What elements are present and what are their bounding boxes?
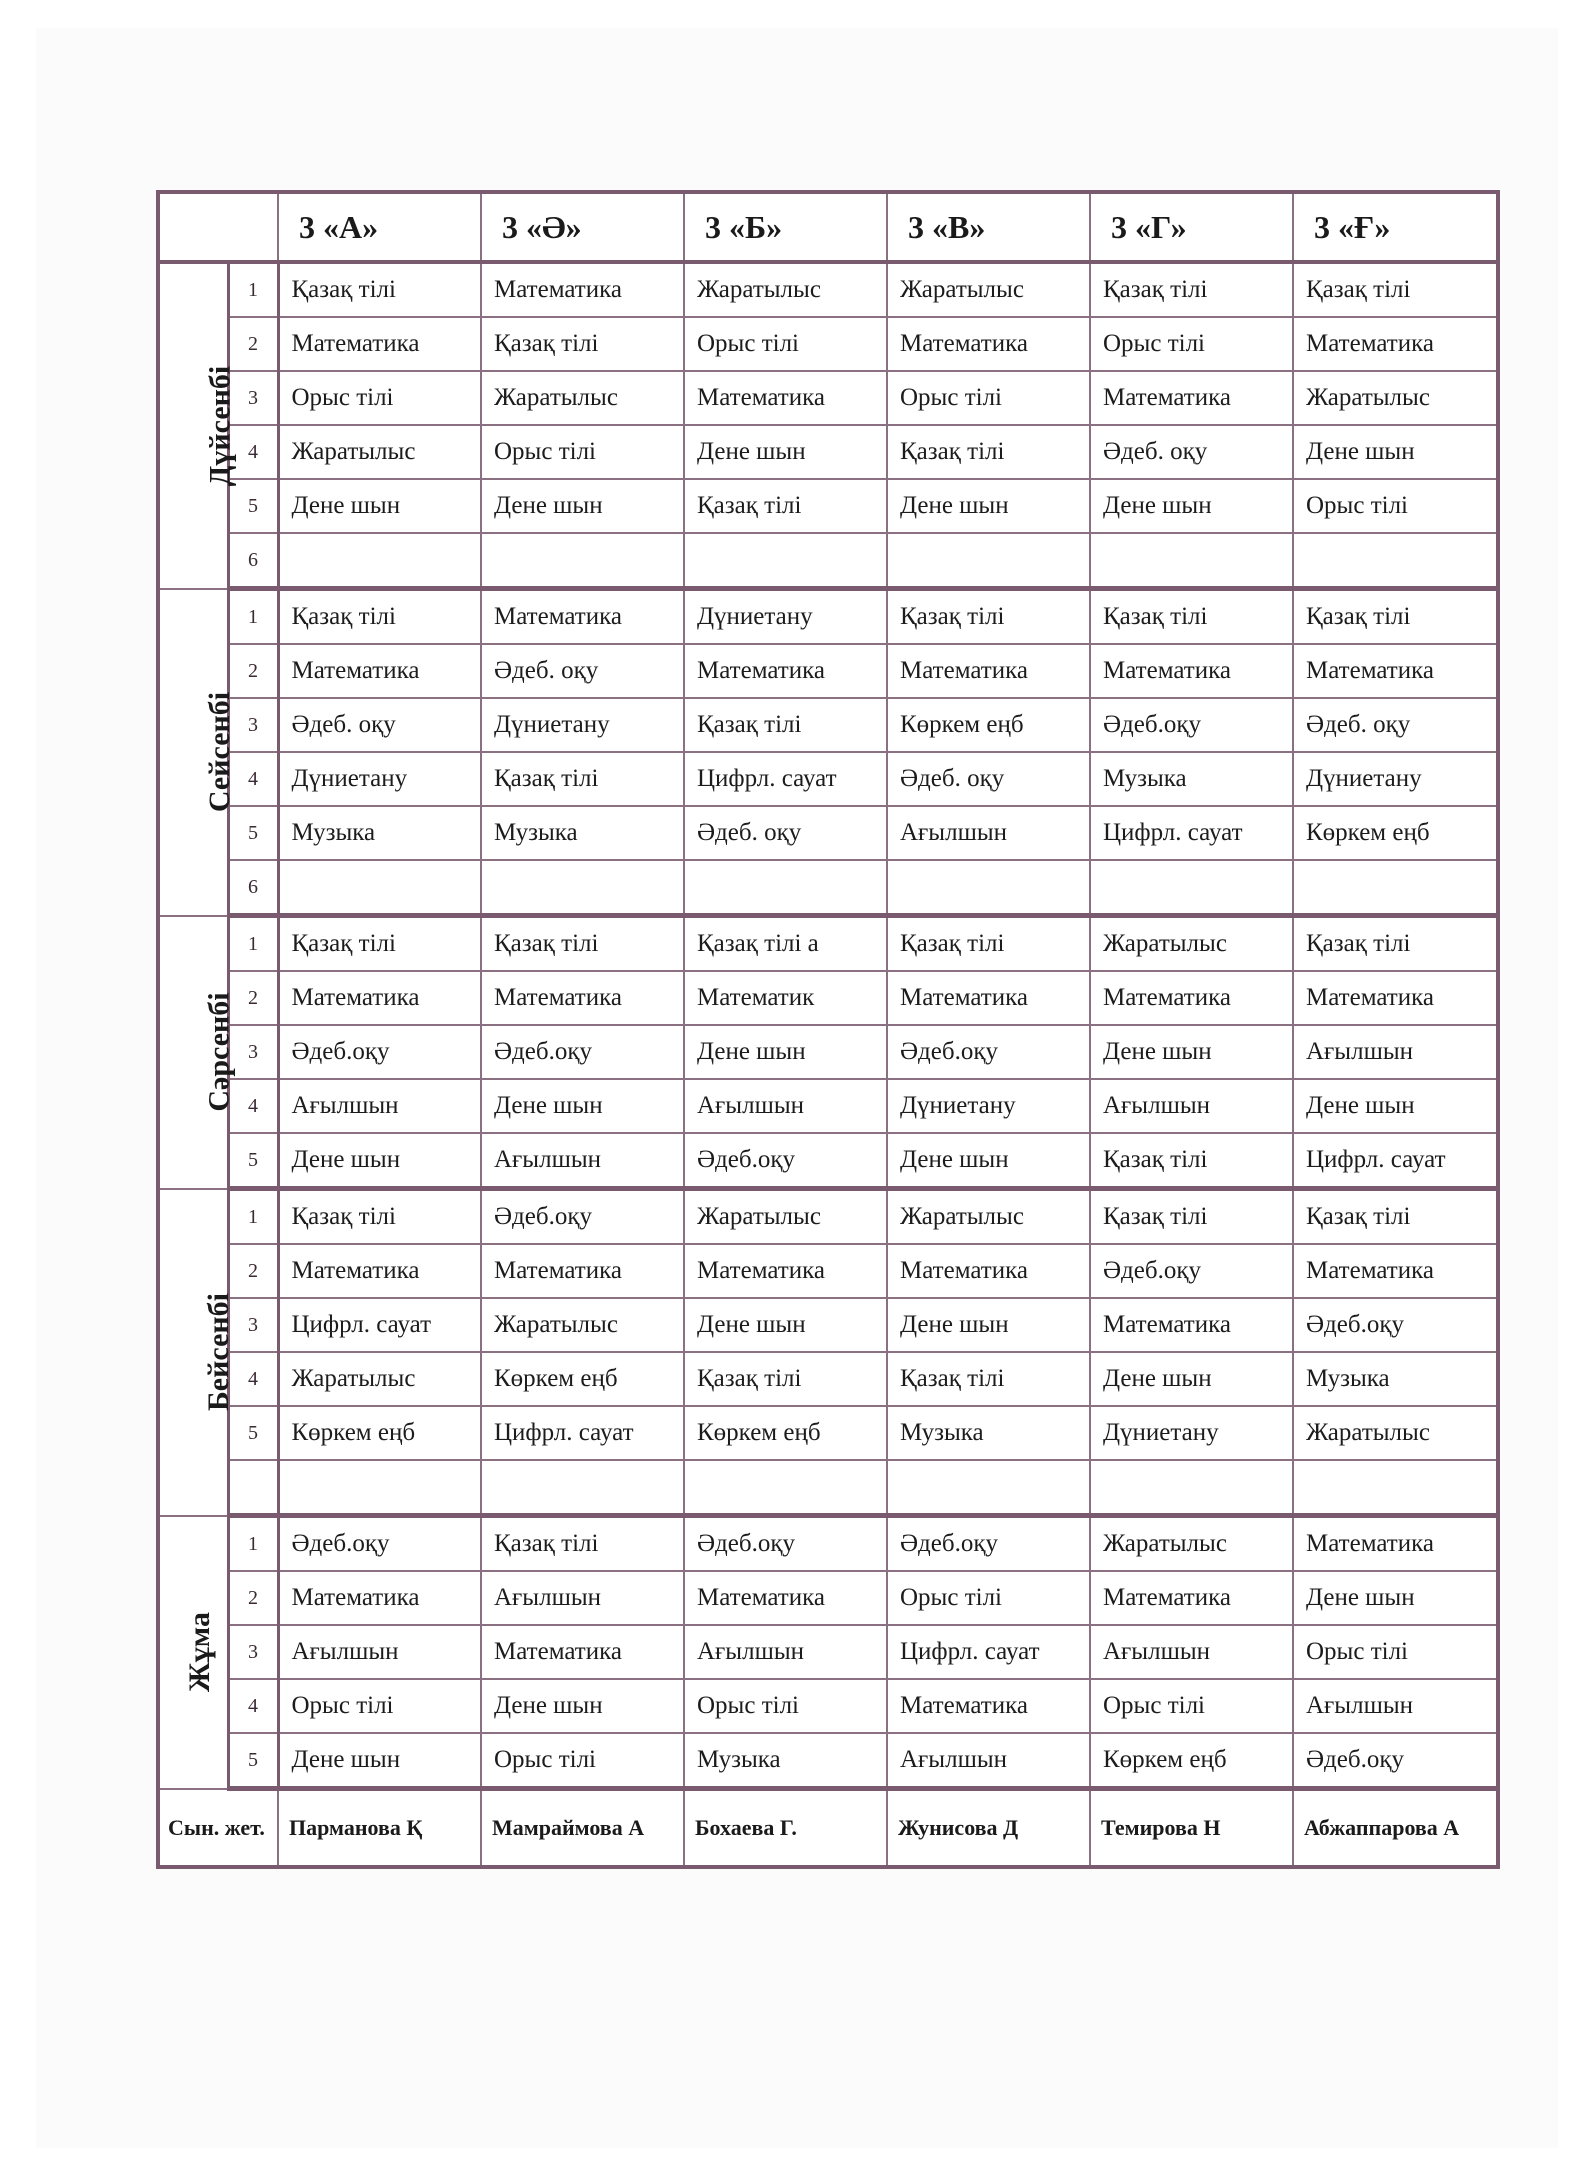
subject-cell: Дене шын [1090, 479, 1293, 533]
subject-cell: Жаратылыс [684, 262, 887, 317]
subject-cell [684, 533, 887, 589]
lesson-number: 6 [228, 860, 278, 916]
subject-cell: Әдеб.оқу [481, 1025, 684, 1079]
subject-cell: Математика [278, 1571, 481, 1625]
lesson-number: 4 [228, 1352, 278, 1406]
teacher-name: Жунисова Д [887, 1789, 1090, 1868]
subject-cell: Ағылшын [278, 1079, 481, 1133]
teacher-name: Парманова Қ [278, 1789, 481, 1868]
subject-cell: Ағылшын [887, 806, 1090, 860]
subject-cell: Қазақ тілі [887, 589, 1090, 645]
class-header: 3 «Г» [1090, 192, 1293, 262]
subject-cell: Әдеб.оқу [684, 1133, 887, 1189]
lesson-row [158, 1625, 1498, 1679]
day-label-cell [158, 1516, 228, 1789]
lesson-row [158, 479, 1498, 533]
lesson-number: 3 [228, 371, 278, 425]
subject-cell: Орыс тілі [1293, 479, 1498, 533]
subject-cell: Қазақ тілі [887, 425, 1090, 479]
schedule-table [156, 190, 1500, 1869]
lesson-number: 3 [228, 1025, 278, 1079]
subject-cell: Ағылшын [1090, 1079, 1293, 1133]
lesson-row [158, 1079, 1498, 1133]
lesson-row [158, 752, 1498, 806]
subject-cell [278, 1460, 481, 1516]
lesson-row [158, 1189, 1498, 1245]
subject-cell: Әдеб.оқу [278, 1025, 481, 1079]
subject-cell: Қазақ тілі [1090, 1189, 1293, 1245]
subject-cell: Орыс тілі [1293, 1625, 1498, 1679]
subject-cell: Жаратылыс [684, 1189, 887, 1245]
day-name: Бейсенбі [202, 1292, 236, 1412]
subject-cell: Әдеб.оқу [278, 1516, 481, 1572]
lesson-number [228, 1460, 278, 1516]
subject-cell: Қазақ тілі [278, 262, 481, 317]
lesson-row [158, 1516, 1498, 1572]
subject-cell: Математика [887, 644, 1090, 698]
subject-cell: Дене шын [278, 479, 481, 533]
subject-cell: Қазақ тілі [278, 1189, 481, 1245]
lesson-row [158, 262, 1498, 317]
subject-cell: Қазақ тілі [1293, 1189, 1498, 1245]
subject-cell: Цифрл. сауат [1090, 806, 1293, 860]
lesson-row [158, 806, 1498, 860]
lesson-number: 3 [228, 698, 278, 752]
subject-cell: Ағылшын [887, 1733, 1090, 1789]
subject-cell: Қазақ тілі [278, 589, 481, 645]
subject-cell [481, 860, 684, 916]
subject-cell: Жаратылыс [278, 1352, 481, 1406]
subject-cell: Әдеб. оқу [887, 752, 1090, 806]
subject-cell: Жаратылыс [1090, 916, 1293, 972]
subject-cell: Математика [684, 644, 887, 698]
subject-cell: Жаратылыс [278, 425, 481, 479]
subject-cell: Қазақ тілі [684, 698, 887, 752]
subject-cell: Дене шын [481, 1079, 684, 1133]
subject-cell: Математика [1293, 1244, 1498, 1298]
subject-cell: Дене шын [481, 479, 684, 533]
subject-cell: Дене шын [1090, 1352, 1293, 1406]
day-name: Дүйсенбі [203, 365, 237, 487]
subject-cell: Әдеб.оқу [887, 1516, 1090, 1572]
subject-cell: Ағылшын [481, 1133, 684, 1189]
lesson-number: 2 [228, 644, 278, 698]
day-name: Жұма [182, 1612, 216, 1692]
subject-cell: Қазақ тілі а [684, 916, 887, 972]
subject-cell: Қазақ тілі [1293, 916, 1498, 972]
subject-cell: Цифрл. сауат [684, 752, 887, 806]
lesson-number: 1 [228, 916, 278, 972]
subject-cell: Математика [684, 1244, 887, 1298]
subject-cell: Жаратылыс [887, 1189, 1090, 1245]
subject-cell: Орыс тілі [684, 1679, 887, 1733]
day-label-cell [158, 262, 237, 589]
lesson-number: 4 [228, 752, 278, 806]
subject-cell: Көркем еңб [887, 698, 1090, 752]
subject-cell: Математика [1293, 971, 1498, 1025]
subject-cell: Орыс тілі [481, 425, 684, 479]
lesson-number: 2 [228, 1244, 278, 1298]
teacher-name: Бохаева Г. [684, 1789, 887, 1868]
lesson-row [158, 1133, 1498, 1189]
subject-cell: Әдеб. оқу [1293, 698, 1498, 752]
lesson-row [158, 425, 1498, 479]
header-corner [158, 192, 278, 262]
subject-cell: Қазақ тілі [278, 916, 481, 972]
subject-cell: Қазақ тілі [887, 916, 1090, 972]
class-header: 3 «Ә» [481, 192, 684, 262]
lesson-number: 2 [228, 317, 278, 371]
subject-cell: Ағылшын [1293, 1025, 1498, 1079]
subject-cell: Математика [684, 1571, 887, 1625]
subject-cell: Математика [684, 371, 887, 425]
teacher-label: Сын. жет. [158, 1789, 278, 1868]
lesson-row [158, 860, 1498, 916]
lesson-row [158, 1460, 1498, 1516]
lesson-number: 2 [228, 971, 278, 1025]
subject-cell: Қазақ тілі [481, 1516, 684, 1572]
lesson-number: 1 [228, 1516, 278, 1572]
subject-cell: Цифрл. сауат [278, 1298, 481, 1352]
lesson-row [158, 1244, 1498, 1298]
subject-cell: Көркем еңб [278, 1406, 481, 1460]
subject-cell: Қазақ тілі [887, 1352, 1090, 1406]
subject-cell: Қазақ тілі [684, 1352, 887, 1406]
subject-cell: Математика [887, 1244, 1090, 1298]
subject-cell [1293, 533, 1498, 589]
subject-cell: Дене шын [1090, 1025, 1293, 1079]
subject-cell [1090, 533, 1293, 589]
subject-cell: Дене шын [684, 1025, 887, 1079]
subject-cell: Әдеб.оқу [887, 1025, 1090, 1079]
subject-cell: Қазақ тілі [1090, 1133, 1293, 1189]
subject-cell: Математика [481, 1625, 684, 1679]
subject-cell: Дене шын [684, 425, 887, 479]
subject-cell: Ағылшын [278, 1625, 481, 1679]
subject-cell: Әдеб.оқу [1293, 1733, 1498, 1789]
subject-cell [887, 533, 1090, 589]
subject-cell: Қазақ тілі [481, 752, 684, 806]
subject-cell: Көркем еңб [1090, 1733, 1293, 1789]
lesson-row [158, 1679, 1498, 1733]
subject-cell: Қазақ тілі [481, 317, 684, 371]
day-label-cell [158, 1189, 236, 1516]
teacher-name: Темирова Н [1090, 1789, 1293, 1868]
subject-cell: Цифрл. сауат [481, 1406, 684, 1460]
subject-cell: Музыка [481, 806, 684, 860]
lesson-row [158, 589, 1498, 645]
subject-cell: Дене шын [481, 1679, 684, 1733]
subject-cell [1293, 860, 1498, 916]
subject-cell: Математика [278, 1244, 481, 1298]
subject-cell: Дене шын [1293, 1079, 1498, 1133]
subject-cell: Қазақ тілі [1090, 589, 1293, 645]
subject-cell: Жаратылыс [1293, 371, 1498, 425]
subject-cell: Математика [1090, 971, 1293, 1025]
lesson-row [158, 916, 1498, 972]
subject-cell: Математика [481, 971, 684, 1025]
subject-cell: Көркем еңб [481, 1352, 684, 1406]
day-name: Сейсенбі [203, 691, 237, 813]
lesson-row [158, 1025, 1498, 1079]
subject-cell: Математика [887, 1679, 1090, 1733]
lesson-row [158, 1571, 1498, 1625]
subject-cell: Дүниетану [278, 752, 481, 806]
subject-cell [887, 860, 1090, 916]
subject-cell: Жаратылыс [1090, 1516, 1293, 1572]
subject-cell: Математика [278, 317, 481, 371]
subject-cell: Математика [887, 971, 1090, 1025]
subject-cell: Қазақ тілі [481, 916, 684, 972]
lesson-row [158, 1298, 1498, 1352]
lesson-row [158, 1406, 1498, 1460]
subject-cell: Әдеб.оқу [684, 1516, 887, 1572]
lesson-number: 4 [228, 1679, 278, 1733]
subject-cell: Әдеб. оқу [1090, 425, 1293, 479]
subject-cell: Ағылшын [1293, 1679, 1498, 1733]
subject-cell: Математика [1090, 1571, 1293, 1625]
subject-cell: Музыка [278, 806, 481, 860]
subject-cell: Дене шын [1293, 1571, 1498, 1625]
teachers-row [158, 1789, 1498, 1868]
subject-cell: Математика [1090, 371, 1293, 425]
subject-cell: Дене шын [278, 1733, 481, 1789]
subject-cell: Әдеб. оқу [684, 806, 887, 860]
lesson-number: 6 [228, 533, 278, 589]
lesson-row [158, 698, 1498, 752]
subject-cell: Дүниетану [481, 698, 684, 752]
lesson-row [158, 971, 1498, 1025]
lesson-number: 5 [228, 479, 278, 533]
subject-cell [1090, 1460, 1293, 1516]
subject-cell: Әдеб.оқу [1293, 1298, 1498, 1352]
subject-cell: Математика [1293, 1516, 1498, 1572]
teacher-name: Абжаппарова А [1293, 1789, 1498, 1868]
subject-cell: Орыс тілі [1090, 317, 1293, 371]
subject-cell: Математика [278, 971, 481, 1025]
lesson-row [158, 1733, 1498, 1789]
lesson-number: 1 [228, 589, 278, 645]
lesson-number: 1 [228, 1189, 278, 1245]
subject-cell: Ағылшын [684, 1079, 887, 1133]
subject-cell: Музыка [684, 1733, 887, 1789]
subject-cell: Дене шын [278, 1133, 481, 1189]
lesson-number: 1 [228, 262, 278, 317]
subject-cell: Математика [481, 262, 684, 317]
subject-cell: Әдеб.оқу [1090, 1244, 1293, 1298]
schedule-body [158, 262, 1498, 1789]
subject-cell: Математика [278, 644, 481, 698]
subject-cell [1293, 1460, 1498, 1516]
subject-cell: Орыс тілі [887, 371, 1090, 425]
subject-cell: Математика [1293, 317, 1498, 371]
subject-cell: Қазақ тілі [1293, 589, 1498, 645]
teacher-name: Мамраймова А [481, 1789, 684, 1868]
subject-cell: Математика [481, 1244, 684, 1298]
subject-cell: Орыс тілі [278, 1679, 481, 1733]
lesson-number: 5 [228, 806, 278, 860]
subject-cell [684, 860, 887, 916]
subject-cell: Жаратылыс [481, 1298, 684, 1352]
subject-cell: Жаратылыс [1293, 1406, 1498, 1460]
subject-cell: Дене шын [684, 1298, 887, 1352]
subject-cell: Ағылшын [481, 1571, 684, 1625]
lesson-number: 4 [228, 1079, 278, 1133]
class-header: 3 «В» [887, 192, 1090, 262]
lesson-number: 5 [228, 1733, 278, 1789]
subject-cell: Дене шын [887, 1133, 1090, 1189]
subject-cell: Орыс тілі [887, 1571, 1090, 1625]
subject-cell: Орыс тілі [1090, 1679, 1293, 1733]
subject-cell: Дүниетану [887, 1079, 1090, 1133]
class-header: 3 «Ғ» [1293, 192, 1498, 262]
lesson-row [158, 371, 1498, 425]
subject-cell: Цифрл. сауат [887, 1625, 1090, 1679]
day-label-cell [158, 916, 236, 1189]
lesson-row [158, 533, 1498, 589]
lesson-row [158, 644, 1498, 698]
subject-cell: Көркем еңб [1293, 806, 1498, 860]
subject-cell: Әдеб.оқу [481, 1189, 684, 1245]
subject-cell: Қазақ тілі [1293, 262, 1498, 317]
subject-cell: Әдеб.оқу [1090, 698, 1293, 752]
subject-cell: Математика [887, 317, 1090, 371]
subject-cell [278, 860, 481, 916]
lesson-row [158, 317, 1498, 371]
subject-cell: Математика [1090, 644, 1293, 698]
subject-cell: Жаратылыс [887, 262, 1090, 317]
subject-cell: Математик [684, 971, 887, 1025]
lesson-number: 3 [228, 1625, 278, 1679]
subject-cell: Дене шын [887, 479, 1090, 533]
subject-cell: Әдеб. оқу [481, 644, 684, 698]
subject-cell: Математика [1293, 644, 1498, 698]
lesson-row [158, 1352, 1498, 1406]
subject-cell: Математика [1090, 1298, 1293, 1352]
subject-cell [1090, 860, 1293, 916]
subject-cell [684, 1460, 887, 1516]
subject-cell: Орыс тілі [481, 1733, 684, 1789]
subject-cell: Математика [481, 589, 684, 645]
subject-cell: Ағылшын [684, 1625, 887, 1679]
subject-cell: Қазақ тілі [684, 479, 887, 533]
lesson-number: 5 [228, 1133, 278, 1189]
day-label-cell [158, 589, 237, 916]
subject-cell: Жаратылыс [481, 371, 684, 425]
subject-cell: Цифрл. сауат [1293, 1133, 1498, 1189]
subject-cell: Дүниетану [1090, 1406, 1293, 1460]
subject-cell: Орыс тілі [278, 371, 481, 425]
subject-cell: Дене шын [887, 1298, 1090, 1352]
subject-cell: Музыка [887, 1406, 1090, 1460]
subject-cell: Музыка [1293, 1352, 1498, 1406]
lesson-number: 4 [228, 425, 278, 479]
class-header: 3 «А» [278, 192, 481, 262]
day-name: Сәрсенбі [202, 992, 236, 1112]
subject-cell: Музыка [1090, 752, 1293, 806]
subject-cell: Орыс тілі [684, 317, 887, 371]
subject-cell: Дүниетану [1293, 752, 1498, 806]
header-row [158, 192, 1498, 262]
lesson-number: 3 [228, 1298, 278, 1352]
subject-cell: Ағылшын [1090, 1625, 1293, 1679]
subject-cell [887, 1460, 1090, 1516]
subject-cell: Көркем еңб [684, 1406, 887, 1460]
subject-cell [481, 1460, 684, 1516]
subject-cell: Дүниетану [684, 589, 887, 645]
lesson-number: 5 [228, 1406, 278, 1460]
class-header: 3 «Б» [684, 192, 887, 262]
subject-cell [278, 533, 481, 589]
lesson-number: 2 [228, 1571, 278, 1625]
subject-cell: Дене шын [1293, 425, 1498, 479]
subject-cell: Қазақ тілі [1090, 262, 1293, 317]
subject-cell [481, 533, 684, 589]
subject-cell: Әдеб. оқу [278, 698, 481, 752]
